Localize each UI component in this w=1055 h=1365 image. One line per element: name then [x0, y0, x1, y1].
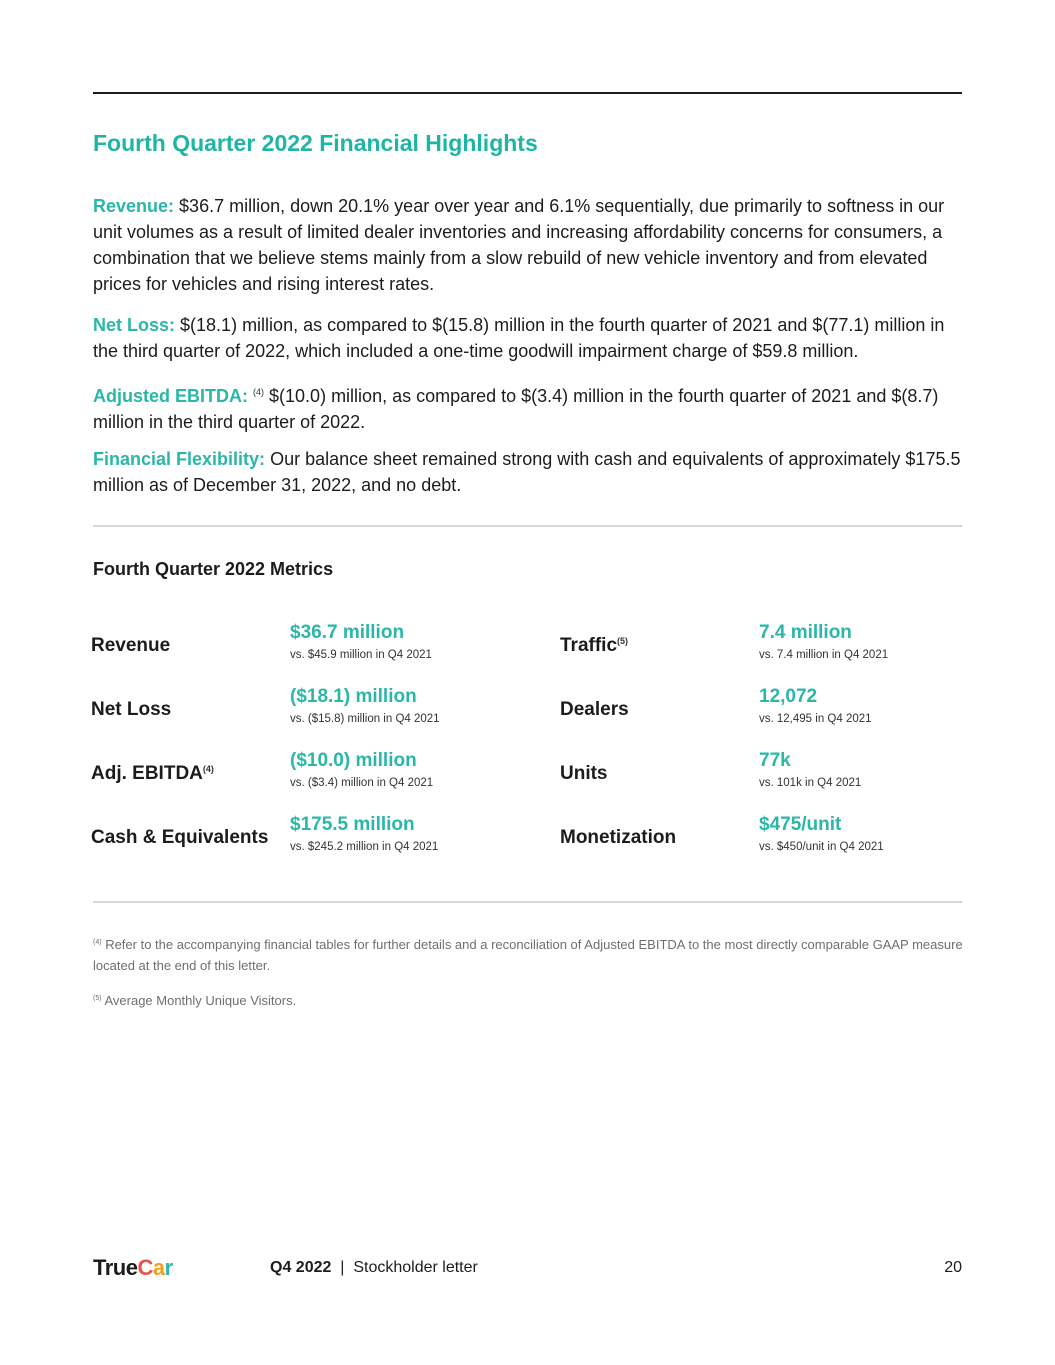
metric-comparison: vs. 7.4 million in Q4 2021	[759, 649, 889, 661]
metric-comparison: vs. $245.2 million in Q4 2021	[290, 841, 439, 853]
footer-document-label	[270, 1259, 478, 1277]
page-number: 20	[944, 1259, 962, 1276]
metric-label: Units	[560, 763, 608, 784]
footer-period: Q4 2022	[270, 1259, 332, 1276]
section-divider	[93, 901, 962, 903]
metric-comparison: vs. ($3.4) million in Q4 2021	[290, 777, 434, 789]
highlight-label: Net Loss:	[93, 315, 176, 335]
metrics-row	[91, 686, 962, 742]
footer-separator: |	[340, 1259, 345, 1276]
footnote-text: Average Monthly Unique Visitors.	[104, 993, 297, 1008]
metrics-title: Fourth Quarter 2022 Metrics	[93, 559, 334, 579]
top-rule	[93, 92, 962, 94]
section-divider	[93, 525, 962, 527]
metric-value: 77k	[759, 750, 791, 771]
highlight-text: $(10.0) million, as compared to $(3.4) million in the fourth quarter of 2021 and $(8.7) million in the third quarter of 2022.	[93, 386, 939, 432]
metric-value: $475/unit	[759, 814, 842, 835]
metric-value: $175.5 million	[290, 814, 415, 835]
page-title: Fourth Quarter 2022 Financial Highlights	[93, 130, 538, 156]
footnote-ref: (5)	[617, 636, 629, 646]
metrics-row	[91, 814, 962, 870]
highlight-label: Revenue:	[93, 196, 175, 216]
highlight-net-loss	[93, 312, 963, 364]
metric-label: Cash & Equivalents	[91, 827, 269, 848]
metrics-row	[91, 622, 962, 678]
highlight-text: $(18.1) million, as compared to $(15.8) million in the fourth quarter of 2021 and $(77.1) million in the third quarter of 2022, which included a one-time goodwill impairment charge of $59.8 million.	[93, 315, 945, 361]
metric-comparison: vs. ($15.8) million in Q4 2021	[290, 713, 440, 725]
metric-value: 7.4 million	[759, 622, 852, 643]
highlight-text: Our balance sheet remained strong with cash and equivalents of approximately $175.5 million as of December 31, 2022, and no debt.	[93, 449, 961, 495]
metric-label: Adj. EBITDA$^{(4)}$	[91, 763, 214, 784]
footnote-number: (5)	[93, 995, 102, 1002]
metric-label: Dealers	[560, 699, 629, 720]
highlight-label: Financial Flexibility:	[93, 449, 266, 469]
footnote	[93, 932, 963, 976]
highlight-financial-flexibility	[93, 446, 963, 498]
footnote-ref: (4)	[253, 387, 265, 397]
truecar-logo: TrueCar	[93, 1255, 173, 1280]
metric-value: $36.7 million	[290, 622, 405, 643]
footnote-text: Refer to the accompanying financial tables for further details and a reconciliation of Adjusted EBITDA to the most directly comparable GAAP measure located at the end of this letter.	[93, 937, 963, 973]
metric-label: Monetization	[560, 827, 677, 848]
metric-comparison: vs. 101k in Q4 2021	[759, 777, 862, 789]
footer-document: Stockholder letter	[353, 1259, 478, 1276]
highlight-text: $36.7 million, down 20.1% year over year and 6.1% sequentially, due primarily to softness in our unit volumes as a result of limited dealer inventories and increasing affordability concerns for consumers, a combination that we believe stems mainly from a slow rebuild of new vehicle inventory and from elevated prices for vehicles and rising interest rates.	[93, 196, 945, 294]
highlight-label: Adjusted EBITDA:	[93, 386, 248, 406]
highlight-revenue	[93, 193, 963, 297]
metric-value: ($10.0) million	[290, 750, 417, 771]
metric-label: Revenue	[91, 635, 171, 656]
metrics-row	[91, 750, 962, 806]
metric-value: ($18.1) million	[290, 686, 417, 707]
metric-label: Net Loss	[91, 699, 172, 720]
footnote	[93, 988, 963, 1011]
metric-comparison: vs. $45.9 million in Q4 2021	[290, 649, 432, 661]
metric-value: 12,072	[759, 686, 818, 707]
footnote-ref: (4)	[202, 764, 214, 774]
metric-comparison: vs. $450/unit in Q4 2021	[759, 841, 884, 853]
metric-label: Traffic$^{(5)}$	[560, 635, 629, 656]
page-footer	[93, 1255, 962, 1283]
highlight-adjusted-ebitda	[93, 379, 963, 435]
metric-comparison: vs. 12,495 in Q4 2021	[759, 713, 872, 725]
footnote-number: (4)	[93, 939, 102, 946]
